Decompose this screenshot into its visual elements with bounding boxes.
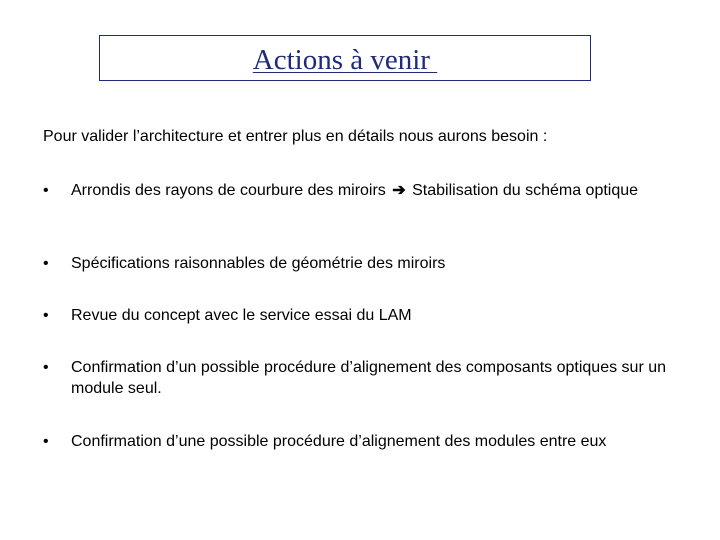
list-item-text: Revue du concept avec le service essai du LAM: [71, 307, 412, 324]
list-item-text: Confirmation d’un possible procédure d’alignement des composants optiques sur un module seul.: [71, 359, 667, 397]
bullet-icon: •: [43, 307, 49, 324]
list-item-text-after-arrow: Stabilisation du schéma optique: [412, 182, 639, 199]
bullet-icon: •: [43, 359, 49, 376]
bullet-icon: •: [43, 182, 49, 199]
list-item-text-before-arrow: Arrondis des rayons de courbure des miroirs: [71, 182, 386, 199]
list-item-text: [71, 180, 681, 201]
title-box: [99, 35, 591, 81]
right-arrow-icon: ➔: [392, 182, 406, 199]
intro-text: Pour valider l’architecture et entrer plus en détails nous aurons besoin :: [43, 128, 548, 145]
slide-title: Actions à venir: [252, 44, 438, 76]
list-item-text: Spécifications raisonnables de géométrie des miroirs: [71, 255, 446, 272]
bullet-icon: •: [43, 255, 49, 272]
bullet-icon: •: [43, 433, 49, 450]
list-item-text: Confirmation d’une possible procédure d’alignement des modules entre eux: [71, 433, 607, 450]
